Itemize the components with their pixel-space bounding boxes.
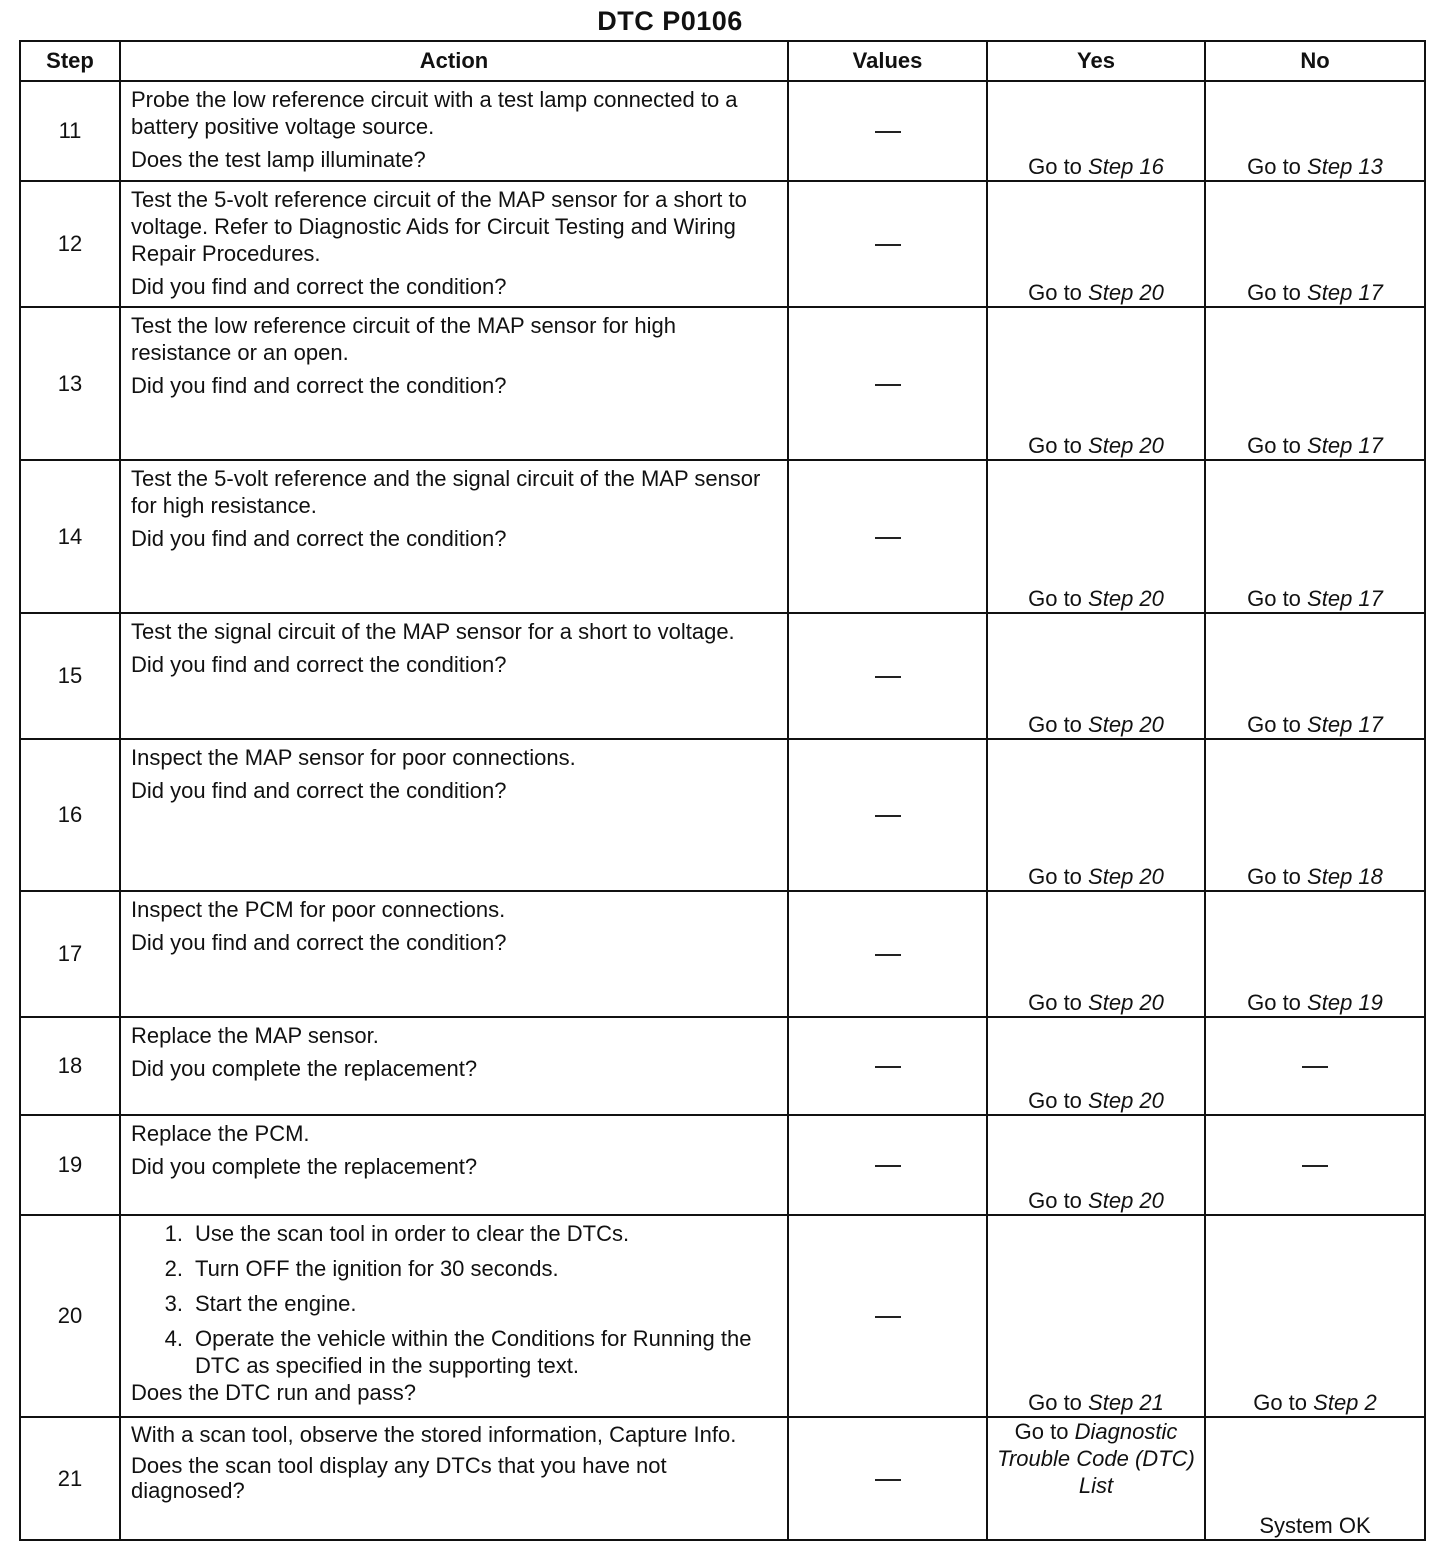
yes-step-ref: Step 16: [1088, 154, 1164, 179]
step-number: 11: [20, 81, 120, 181]
yes-cell: [987, 613, 1205, 739]
header-no: No: [1205, 41, 1425, 81]
action-question: Did you find and correct the condition?: [131, 373, 507, 398]
values-cell: [788, 1417, 987, 1540]
step-number: 17: [20, 891, 120, 1017]
action-cell: [120, 181, 788, 307]
action-question: Does the DTC run and pass?: [131, 1380, 416, 1405]
values-dash: [875, 954, 901, 956]
no-cell: [1205, 1017, 1425, 1115]
no-step-ref: Step 17: [1307, 712, 1383, 737]
yes-step-ref: Step 20: [1088, 990, 1164, 1015]
values-dash: [875, 1066, 901, 1068]
step-number: 19: [20, 1115, 120, 1215]
substep-list: [131, 1220, 779, 1379]
table-row: [20, 739, 1425, 891]
yes-cell: [987, 739, 1205, 891]
yes-step-ref: Step 21: [1088, 1390, 1164, 1415]
table-header-row: [20, 41, 1425, 81]
values-cell: [788, 891, 987, 1017]
step-number: 14: [20, 460, 120, 613]
action-cell: [120, 1417, 788, 1540]
substep-number: 2.: [164, 1256, 183, 1281]
step-number: 20: [20, 1215, 120, 1417]
goto-text: Go to: [1247, 586, 1301, 611]
yes-cell: [987, 891, 1205, 1017]
table-row: [20, 1215, 1425, 1417]
step-number: 15: [20, 613, 120, 739]
goto-text: Go to: [1247, 154, 1301, 179]
step-number: 13: [20, 307, 120, 460]
table-row: [20, 1115, 1425, 1215]
substep-number: 4.: [164, 1326, 183, 1351]
no-step-ref: Step 19: [1307, 990, 1383, 1015]
action-cell: [120, 613, 788, 739]
action-text: Inspect the MAP sensor for poor connections.: [131, 745, 576, 770]
values-cell: [788, 181, 987, 307]
table-row: [20, 891, 1425, 1017]
yes-step-ref: Step 20: [1088, 280, 1164, 305]
values-dash: [875, 384, 901, 386]
goto-text: Go to: [1028, 586, 1082, 611]
action-text: Test the 5-volt reference and the signal circuit of the MAP sensor for high resistance.: [131, 466, 761, 518]
action-text: Replace the MAP sensor.: [131, 1023, 379, 1048]
action-cell: [120, 739, 788, 891]
action-question: Did you complete the replacement?: [131, 1154, 478, 1179]
no-cell: [1205, 1417, 1425, 1540]
table-row: [20, 1417, 1425, 1540]
action-question: Does the test lamp illuminate?: [131, 147, 426, 172]
no-step-ref: Step 17: [1307, 433, 1383, 458]
values-dash: [875, 1479, 901, 1481]
yes-step-ref: Step 20: [1088, 1088, 1164, 1113]
values-cell: [788, 1115, 987, 1215]
substep-number: 3.: [164, 1291, 183, 1316]
goto-text: Go to: [1028, 1088, 1082, 1113]
header-action: Action: [120, 41, 788, 81]
list-item: [131, 1255, 779, 1282]
no-dash: [1302, 1165, 1328, 1167]
no-step-ref: Step 18: [1307, 864, 1383, 889]
action-cell: [120, 891, 788, 1017]
list-item: [131, 1325, 779, 1379]
yes-cell: [987, 81, 1205, 181]
goto-text: Go to: [1028, 1390, 1082, 1415]
goto-text: Go to: [1028, 154, 1082, 179]
goto-text: Go to: [1247, 712, 1301, 737]
list-item: [131, 1220, 779, 1247]
action-cell: [120, 460, 788, 613]
action-text: With a scan tool, observe the stored information, Capture Info.: [131, 1422, 737, 1447]
step-number: 16: [20, 739, 120, 891]
values-dash: [875, 815, 901, 817]
page-title: DTC P0106: [597, 6, 743, 36]
substep-text: Operate the vehicle within the Conditions for Running the DTC as specified in the supporting text.: [195, 1326, 752, 1378]
table-row: [20, 613, 1425, 739]
values-dash: [875, 537, 901, 539]
action-text: Test the 5-volt reference circuit of the MAP sensor for a short to voltage. Refer to Diagnostic Aids for Circuit Testing and Wiring Repair Procedures.: [131, 187, 747, 266]
values-cell: [788, 1215, 987, 1417]
diagnostic-table: [19, 40, 1426, 1541]
no-cell: [1205, 739, 1425, 891]
no-cell: [1205, 891, 1425, 1017]
action-question: Does the scan tool display any DTCs that you have not diagnosed?: [131, 1453, 667, 1503]
goto-text: Go to: [1028, 990, 1082, 1015]
no-cell: [1205, 613, 1425, 739]
yes-cell: [987, 181, 1205, 307]
no-cell: [1205, 460, 1425, 613]
header-yes: Yes: [987, 41, 1205, 81]
action-text: Inspect the PCM for poor connections.: [131, 897, 506, 922]
yes-cell: [987, 1215, 1205, 1417]
goto-text: Go to: [1028, 433, 1082, 458]
values-cell: [788, 81, 987, 181]
table-row: [20, 181, 1425, 307]
table-row: [20, 1017, 1425, 1115]
action-text: Test the signal circuit of the MAP sensor for a short to voltage.: [131, 619, 735, 644]
action-cell: [120, 1215, 788, 1417]
action-question: Did you find and correct the condition?: [131, 526, 507, 551]
values-dash: [875, 1165, 901, 1167]
action-question: Did you find and correct the condition?: [131, 778, 507, 803]
table-row: [20, 307, 1425, 460]
table-row: [20, 81, 1425, 181]
values-cell: [788, 739, 987, 891]
values-cell: [788, 460, 987, 613]
goto-text: Go to: [1028, 864, 1082, 889]
goto-text: Go to: [1247, 280, 1301, 305]
yes-cell: [987, 460, 1205, 613]
values-dash: [875, 1316, 901, 1318]
goto-text: Go to: [1253, 1390, 1308, 1415]
goto-text: Go to: [1028, 712, 1082, 737]
action-question: Did you complete the replacement?: [131, 1056, 478, 1081]
values-cell: [788, 307, 987, 460]
goto-text: Go to: [1247, 864, 1301, 889]
action-question: Did you find and correct the condition?: [131, 652, 507, 677]
yes-step-ref: Step 20: [1088, 1188, 1164, 1213]
action-cell: [120, 1017, 788, 1115]
goto-text: Go to: [1014, 1419, 1069, 1444]
no-dash: [1302, 1066, 1328, 1068]
yes-cell: [987, 1017, 1205, 1115]
no-cell: [1205, 1215, 1425, 1417]
no-cell: [1205, 81, 1425, 181]
yes-cell: [987, 1417, 1205, 1540]
step-number: 12: [20, 181, 120, 307]
no-cell: [1205, 181, 1425, 307]
values-cell: [788, 1017, 987, 1115]
action-question: Did you find and correct the condition?: [131, 930, 507, 955]
action-cell: [120, 307, 788, 460]
action-text: Replace the PCM.: [131, 1121, 310, 1146]
header-step: Step: [20, 41, 120, 81]
yes-step-ref: Diagnostic Trouble Code (DTC) List: [997, 1419, 1195, 1498]
values-dash: [875, 244, 901, 246]
header-values: Values: [788, 41, 987, 81]
values-cell: [788, 613, 987, 739]
action-text: Probe the low reference circuit with a test lamp connected to a battery positive voltage source.: [131, 87, 738, 139]
step-number: 18: [20, 1017, 120, 1115]
action-cell: [120, 81, 788, 181]
substep-text: Start the engine.: [195, 1291, 357, 1316]
substep-number: 1.: [164, 1221, 183, 1246]
yes-step-ref: Step 20: [1088, 712, 1164, 737]
yes-step-ref: Step 20: [1088, 433, 1164, 458]
action-cell: [120, 1115, 788, 1215]
no-result-text: System OK: [1259, 1513, 1371, 1538]
yes-step-ref: Step 20: [1088, 864, 1164, 889]
goto-text: Go to: [1247, 433, 1301, 458]
values-dash: [875, 676, 901, 678]
no-cell: [1205, 1115, 1425, 1215]
yes-cell: [987, 1115, 1205, 1215]
action-question: Did you find and correct the condition?: [131, 274, 507, 299]
yes-step-ref: Step 20: [1088, 586, 1164, 611]
values-dash: [875, 131, 901, 133]
no-step-ref: Step 13: [1307, 154, 1383, 179]
no-step-ref: Step 17: [1307, 586, 1383, 611]
substep-text: Use the scan tool in order to clear the DTCs.: [195, 1221, 630, 1246]
no-cell: [1205, 307, 1425, 460]
no-step-ref: Step 17: [1307, 280, 1383, 305]
table-row: [20, 460, 1425, 613]
list-item: [131, 1290, 779, 1317]
step-number: 21: [20, 1417, 120, 1540]
goto-text: Go to: [1028, 1188, 1082, 1213]
substep-text: Turn OFF the ignition for 30 seconds.: [195, 1256, 559, 1281]
no-step-ref: Step 2: [1313, 1390, 1377, 1415]
action-text: Test the low reference circuit of the MAP sensor for high resistance or an open.: [131, 313, 676, 365]
goto-text: Go to: [1247, 990, 1301, 1015]
goto-text: Go to: [1028, 280, 1082, 305]
yes-cell: [987, 307, 1205, 460]
